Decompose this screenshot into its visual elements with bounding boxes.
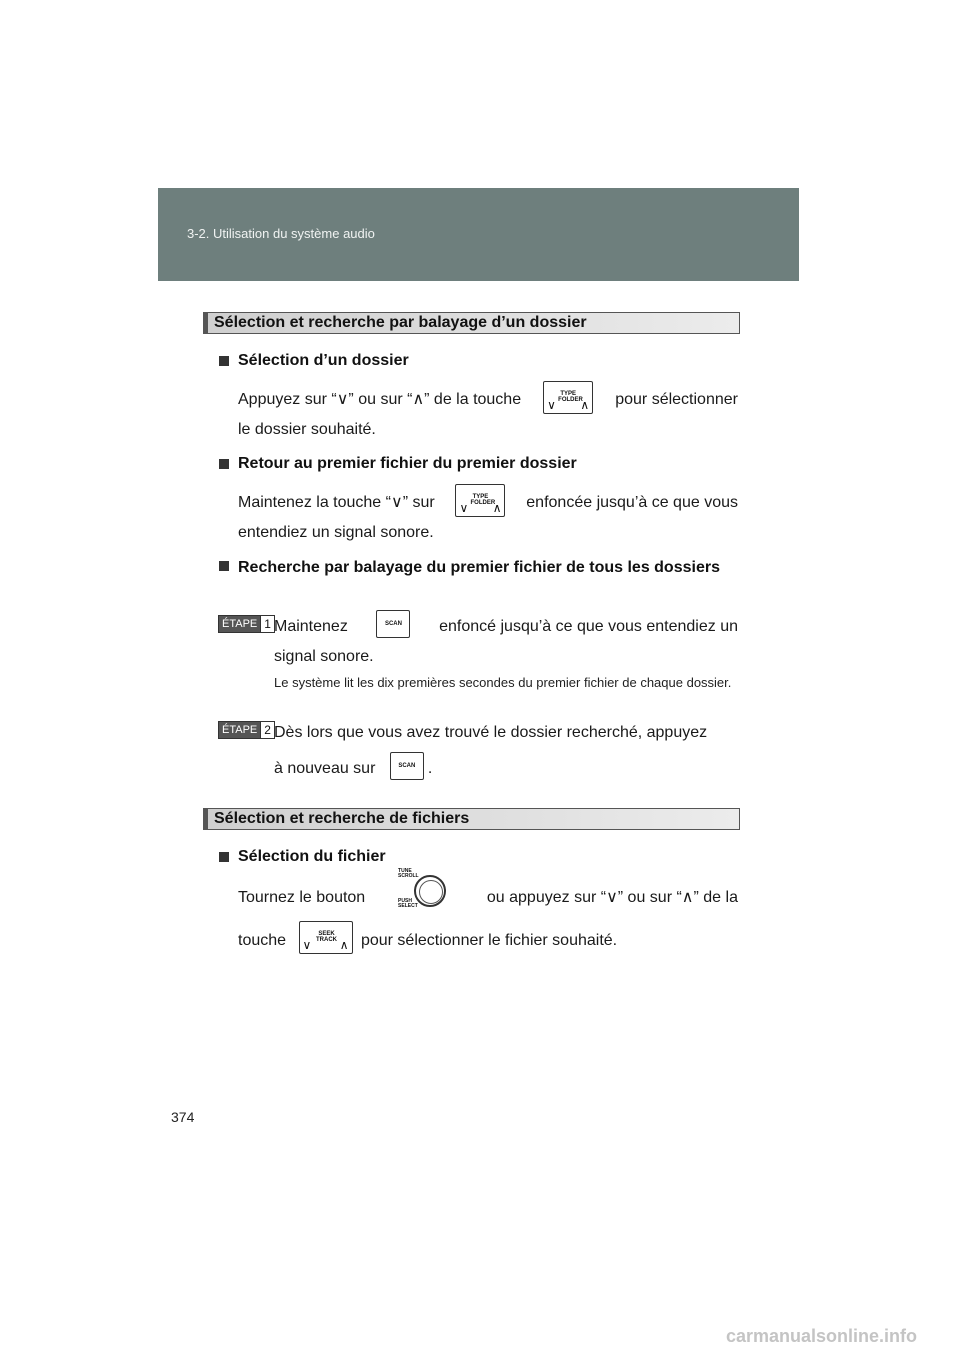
bullet-title: Sélection d’un dossier	[238, 352, 409, 369]
knob-label: TUNE	[398, 868, 412, 874]
step-number: 2	[260, 722, 274, 738]
down-arrow-icon: ∨	[302, 938, 312, 953]
step-text: à nouveau sur	[274, 760, 376, 777]
key-label: TYPE	[472, 493, 489, 500]
bullet-title: Retour au premier fichier du premier dossier	[238, 455, 577, 472]
key-label: SEEK	[318, 931, 335, 938]
key-label: SCAN	[384, 621, 402, 627]
paragraph-text: pour sélectionner le fichier souhaité.	[360, 932, 618, 949]
paragraph-text: le dossier souhaité.	[238, 421, 376, 438]
bullet-square-icon	[219, 459, 229, 469]
bullet-square-icon	[219, 852, 229, 862]
bullet-scan-all	[219, 557, 736, 579]
paragraph-text: Tournez le bouton	[238, 889, 366, 906]
chapter-header	[158, 188, 799, 281]
step-number: 1	[260, 616, 274, 632]
scan-key-icon	[376, 610, 410, 638]
knob-label: SCROLL	[398, 873, 419, 879]
key-label: FOLDER	[470, 499, 496, 506]
up-arrow-icon: ∧	[339, 938, 349, 953]
step-text: enfoncé jusqu’à ce que vous entendiez un	[439, 618, 738, 635]
key-label: TRACK	[316, 937, 337, 944]
step-2	[218, 718, 738, 784]
paragraph-text: Maintenez la touche “∨” sur	[238, 494, 435, 511]
step-word: ÉTAPE	[219, 616, 260, 632]
type-folder-key-icon	[455, 484, 505, 517]
bullet-title: Recherche par balayage du premier fichier de tous les dossiers	[238, 559, 720, 576]
paragraph-text: Appuyez sur “∨” ou sur “∧” de la touche	[238, 391, 522, 408]
paragraph-text: pour sélectionner	[615, 391, 738, 408]
bullet-square-icon	[219, 356, 229, 366]
key-label: TYPE	[560, 390, 576, 397]
note-text: Le système lit les dix premières secondes du premier fichier de chaque dossier.	[274, 675, 732, 690]
section-label: 3-2. Utilisation du système audio	[187, 226, 375, 241]
bullet-title: Sélection du fichier	[238, 848, 386, 865]
paragraph-text: entendiez un signal sonore.	[238, 524, 434, 541]
knob-circle	[414, 875, 446, 907]
down-arrow-icon: ∨	[547, 397, 556, 412]
step-badge	[218, 615, 275, 633]
down-arrow-icon: ∨	[459, 500, 469, 515]
paragraph-file-select	[238, 868, 738, 956]
paragraph-text: touche	[238, 932, 287, 949]
watermark: carmanualsonline.info	[726, 1326, 918, 1346]
key-label: SCAN	[398, 762, 416, 769]
paragraph-text: enfoncée jusqu’à ce que vous	[526, 494, 738, 511]
knob-label: PUSH	[398, 898, 412, 904]
step-text: .	[427, 760, 433, 777]
bullet-return-first	[219, 455, 577, 473]
knob-label: SELECT	[398, 903, 418, 909]
up-arrow-icon: ∧	[492, 500, 502, 515]
section-title-text: Sélection et recherche de fichiers	[214, 810, 470, 827]
section-title-files	[203, 808, 740, 830]
scan-key-icon	[390, 752, 424, 780]
bullet-file-select	[219, 848, 386, 866]
up-arrow-icon: ∧	[580, 397, 590, 412]
page-number: 374	[171, 1109, 195, 1125]
bullet-square-icon	[219, 561, 229, 571]
step-word: ÉTAPE	[219, 722, 260, 738]
section-title-folder	[203, 312, 740, 334]
bullet-folder-select	[219, 352, 409, 370]
step-1	[218, 612, 738, 672]
step-text: Dès lors que vous avez trouvé le dossier recherché, appuyez	[274, 724, 708, 741]
step-text: Maintenez	[274, 618, 348, 635]
paragraph-folder-select	[238, 385, 738, 445]
seek-track-key-icon	[299, 921, 353, 954]
step-badge	[218, 721, 275, 739]
section-title-text: Sélection et recherche par balayage d’un dossier	[214, 314, 587, 331]
step-text: signal sonore.	[274, 648, 374, 665]
tune-knob-icon	[398, 869, 454, 913]
paragraph-text: ou appuyez sur “∨” ou sur “∧” de la	[486, 889, 738, 906]
key-label: FOLDER	[558, 396, 583, 403]
type-folder-key-icon	[543, 381, 593, 414]
paragraph-return-first	[238, 488, 738, 548]
